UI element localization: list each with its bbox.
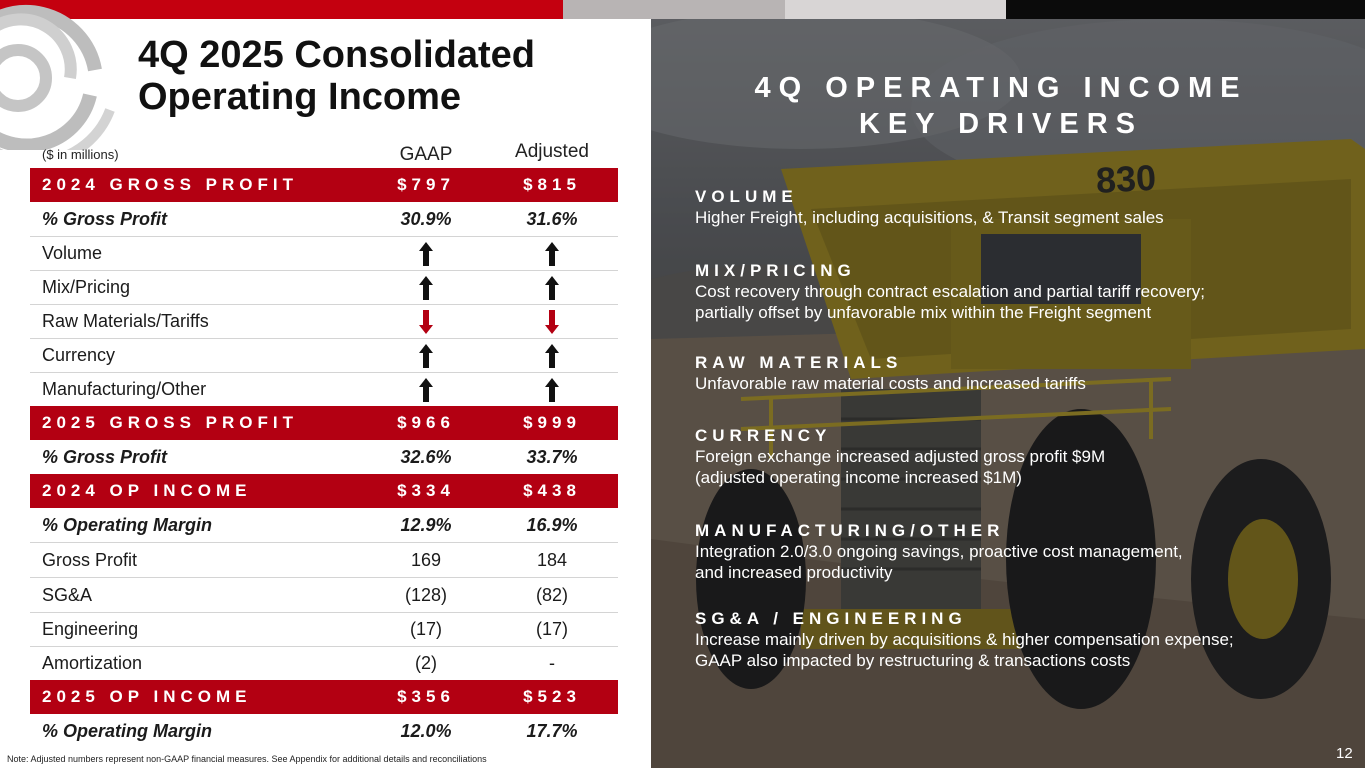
row-label: Mix/Pricing: [42, 277, 131, 297]
row-label: Gross Profit: [42, 550, 138, 570]
key-drivers-title: [651, 70, 1351, 142]
driver-text: partially offset by unfavorable mix within the Freight segment: [695, 303, 1152, 322]
gaap-value: 30.9%: [400, 209, 452, 229]
gaap-value: (2): [415, 653, 437, 673]
column-header-gaap: GAAP: [399, 144, 453, 165]
row-label: % Operating Margin: [42, 515, 213, 535]
driver-text: Integration 2.0/3.0 ongoing savings, proactive cost management,: [695, 542, 1183, 561]
row-label: 2025 OP INCOME: [42, 687, 252, 706]
table-row: [30, 646, 618, 680]
table-row: [30, 270, 618, 305]
driver-heading: RAW MATERIALS: [695, 353, 903, 372]
row-label: Amortization: [42, 653, 143, 673]
gaap-value: 12.0%: [400, 721, 452, 741]
table-row: [30, 202, 618, 237]
row-label: % Gross Profit: [42, 209, 168, 229]
gaap-value: $356: [397, 687, 455, 706]
driver-text: Unfavorable raw material costs and increased tariffs: [695, 374, 1086, 393]
column-header-adjusted: Adjusted: [515, 141, 589, 162]
driver-text: (adjusted operating income increased $1M): [695, 468, 1022, 487]
row-label: % Operating Margin: [42, 721, 213, 741]
adjusted-value: 31.6%: [526, 209, 578, 229]
gaap-value: 169: [410, 550, 442, 570]
gaap-value: $334: [397, 481, 455, 500]
page-number: 12: [1336, 745, 1353, 762]
row-label: Volume: [42, 243, 103, 263]
row-label: Engineering: [42, 619, 139, 639]
table-row: [30, 714, 618, 748]
company-logo-icon: [0, 0, 140, 150]
stripe-light-gray: [785, 0, 1006, 19]
adjusted-value: 33.7%: [526, 447, 578, 467]
page-title: 4Q 2025 Consolidated Operating Income: [138, 34, 536, 118]
driver-heading: MANUFACTURING/OTHER: [695, 521, 1005, 540]
driver-heading: MIX/PRICING: [695, 261, 856, 280]
table-row: [30, 338, 618, 373]
driver-text: GAAP also impacted by restructuring & transactions costs: [695, 651, 1131, 670]
driver-sga-engineering: [695, 609, 1345, 671]
driver-manufacturing-other: [695, 521, 1345, 583]
driver-currency: [695, 426, 1345, 488]
table-row: [30, 578, 618, 613]
table-row: [30, 680, 618, 714]
table-row: [30, 168, 618, 202]
table-row: [30, 612, 618, 647]
gaap-value: 12.9%: [400, 515, 452, 535]
arrow-up-icon: [545, 344, 559, 368]
table-row: [30, 372, 618, 406]
key-drivers-title-line2: KEY DRIVERS: [858, 108, 1144, 140]
table-row: [30, 508, 618, 543]
gaap-value: $966: [397, 413, 455, 432]
driver-raw-materials: [695, 353, 1345, 394]
gaap-value: $797: [397, 175, 455, 194]
table-row: [30, 474, 618, 508]
arrow-up-icon: [419, 242, 433, 266]
arrow-down-icon: [545, 310, 559, 334]
adjusted-value: 16.9%: [526, 515, 578, 535]
table-row: [30, 406, 618, 440]
table-row: [30, 440, 618, 474]
driver-text: Cost recovery through contract escalation and partial tariff recovery;: [695, 282, 1205, 301]
footnote: Note: Adjusted numbers represent non-GAAP financial measures. See Appendix for additional details and reconciliations: [7, 754, 487, 764]
adjusted-value: (17): [535, 619, 568, 639]
row-label: % Gross Profit: [42, 447, 168, 467]
adjusted-value: -: [549, 653, 555, 673]
units-label: ($ in millions): [42, 147, 119, 162]
row-label: Raw Materials/Tariffs: [42, 311, 209, 331]
adjusted-value: (82): [535, 585, 568, 605]
arrow-up-icon: [419, 344, 433, 368]
driver-heading: SG&A / ENGINEERING: [695, 609, 967, 628]
row-label: 2024 OP INCOME: [42, 481, 252, 500]
svg-text:830: 830: [1094, 156, 1158, 201]
row-label: Manufacturing/Other: [42, 379, 207, 399]
driver-text: and increased productivity: [695, 563, 893, 582]
arrow-down-icon: [419, 310, 433, 334]
driver-heading: CURRENCY: [695, 426, 832, 445]
row-label: Currency: [42, 345, 116, 365]
gaap-value: (17): [409, 619, 442, 639]
row-label: 2025 GROSS PROFIT: [42, 413, 298, 432]
arrow-up-icon: [545, 276, 559, 300]
driver-volume: [695, 187, 1345, 228]
table-row: [30, 236, 618, 271]
gaap-value: 32.6%: [400, 447, 452, 467]
arrow-up-icon: [419, 276, 433, 300]
table-row: [30, 304, 618, 339]
key-drivers-title-line1: 4Q OPERATING INCOME: [754, 72, 1248, 104]
adjusted-value: $523: [523, 687, 581, 706]
adjusted-value: $815: [523, 175, 581, 194]
stripe-black: [1006, 0, 1365, 19]
gaap-value: (128): [404, 585, 448, 605]
row-label: SG&A: [42, 585, 93, 605]
driver-mix-pricing: [695, 261, 1345, 323]
adjusted-value: 184: [536, 550, 568, 570]
arrow-up-icon: [419, 378, 433, 402]
adjusted-value: 17.7%: [526, 721, 578, 741]
driver-heading: VOLUME: [695, 187, 798, 206]
table-row: [30, 543, 618, 578]
adjusted-value: $438: [523, 481, 581, 500]
driver-text: Higher Freight, including acquisitions, & Transit segment sales: [695, 208, 1164, 227]
driver-text: Foreign exchange increased adjusted gross profit $9M: [695, 447, 1106, 466]
row-label: 2024 GROSS PROFIT: [42, 175, 298, 194]
top-stripe-bar: [0, 0, 1365, 19]
stripe-gray: [563, 0, 785, 19]
arrow-up-icon: [545, 378, 559, 402]
driver-text: Increase mainly driven by acquisitions & higher compensation expense;: [695, 630, 1234, 649]
arrow-up-icon: [545, 242, 559, 266]
adjusted-value: $999: [523, 413, 581, 432]
